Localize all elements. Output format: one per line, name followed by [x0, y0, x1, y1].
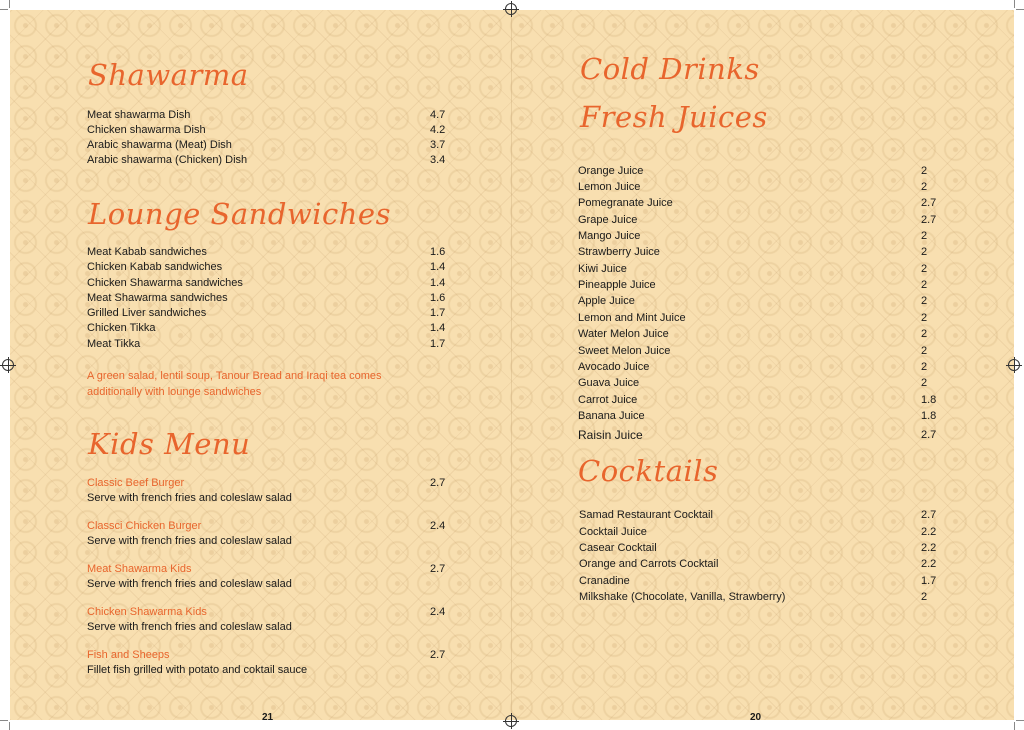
- item-name: Avocado Juice: [578, 361, 650, 373]
- item-name: Meat Shawarma Kids: [87, 563, 192, 575]
- item-price: 1.8: [921, 394, 937, 406]
- item-name: Strawberry Juice: [578, 246, 660, 258]
- item-name: Classic Beef Burger: [87, 477, 185, 489]
- item-name: Cranadine: [579, 575, 630, 587]
- item-name: Raisin Juice: [578, 428, 643, 442]
- crop-mark: [9, 0, 10, 8]
- lounge-note: A green salad, lentil soup, Tanour Bread and Iraqi tea comes additionally with lounge sandwiches: [87, 370, 382, 398]
- item-price: 2.2: [921, 542, 937, 554]
- kids-menu-heading: Kids Menu: [88, 427, 251, 461]
- item-name: Chicken Tikka: [87, 322, 156, 334]
- item-name: Orange and Carrots Cocktail: [579, 558, 719, 570]
- item-price: 1.4: [430, 261, 446, 273]
- item-price: 2.7: [430, 649, 446, 661]
- item-name: Pineapple Juice: [578, 279, 656, 291]
- item-price: 2.4: [430, 520, 446, 532]
- crop-mark: [9, 722, 10, 730]
- item-price: 2: [921, 345, 928, 357]
- crop-mark: [0, 720, 8, 721]
- item-name: Guava Juice: [578, 377, 640, 389]
- item-name: Mango Juice: [578, 230, 641, 242]
- item-name: Orange Juice: [578, 165, 644, 177]
- cold-drinks-heading: Cold Drinks: [580, 52, 760, 86]
- item-price: 2: [921, 246, 928, 258]
- item-name: Fish and Sheeps: [87, 649, 170, 661]
- item-name: Carrot Juice: [578, 394, 638, 406]
- item-price: 2: [921, 312, 928, 324]
- item-description: Serve with french fries and coleslaw salad: [87, 492, 292, 504]
- item-name: Cocktail Juice: [579, 526, 647, 538]
- registration-mark-icon: [2, 359, 14, 371]
- item-price: 3.4: [430, 154, 446, 166]
- item-name: Chicken Shawarma Kids: [87, 606, 207, 618]
- item-price: 2.7: [921, 509, 937, 521]
- crop-mark: [1014, 722, 1015, 730]
- item-name: Grilled Liver sandwiches: [87, 307, 207, 319]
- item-price: 2: [921, 230, 928, 242]
- item-description: Serve with french fries and coleslaw salad: [87, 578, 292, 590]
- page-number-right: 20: [750, 712, 762, 723]
- item-price: 1.7: [430, 338, 446, 350]
- item-name: Water Melon Juice: [578, 328, 669, 340]
- item-price: 1.6: [430, 292, 446, 304]
- item-price: 2.7: [430, 563, 446, 575]
- item-name: Kiwi Juice: [578, 263, 627, 275]
- item-description: Fillet fish grilled with potato and coktail sauce: [87, 664, 308, 676]
- item-price: 3.7: [430, 139, 446, 151]
- item-name: Meat Kabab sandwiches: [87, 246, 207, 258]
- item-price: 2: [921, 295, 928, 307]
- item-price: 1.4: [430, 322, 446, 334]
- fresh-juices-heading: Fresh Juices: [580, 100, 768, 134]
- item-name: Banana Juice: [578, 410, 645, 422]
- item-name: Arabic shawarma (Chicken) Dish: [87, 154, 248, 166]
- item-name: Milkshake (Chocolate, Vanilla, Strawberry): [579, 591, 786, 603]
- item-price: 1.7: [430, 307, 446, 319]
- item-price: 2: [921, 165, 928, 177]
- item-price: 2: [921, 377, 928, 389]
- cocktails-heading: Cocktails: [578, 454, 719, 488]
- item-price: 2: [921, 263, 928, 275]
- item-name: Classci Chicken Burger: [87, 520, 202, 532]
- item-price: 1.7: [921, 575, 937, 587]
- lounge-sandwiches-heading: Lounge Sandwiches: [88, 197, 391, 231]
- item-price: 4.2: [430, 124, 446, 136]
- item-name: Samad Restaurant Cocktail: [579, 509, 713, 521]
- item-name: Lemon Juice: [578, 181, 641, 193]
- crop-mark: [0, 9, 8, 10]
- item-name: Lemon and Mint Juice: [578, 312, 686, 324]
- crop-mark: [1014, 0, 1015, 8]
- item-description: Serve with french fries and coleslaw salad: [87, 621, 292, 633]
- item-name: Chicken shawarma Dish: [87, 124, 206, 136]
- item-price: 2.7: [921, 197, 937, 209]
- item-price: 2.7: [430, 477, 446, 489]
- item-description: Serve with french fries and coleslaw salad: [87, 535, 292, 547]
- item-name: Chicken Kabab sandwiches: [87, 261, 223, 273]
- item-price: 2: [921, 181, 928, 193]
- page-fold: [511, 10, 512, 720]
- item-price: 2.7: [921, 214, 937, 226]
- item-name: Grape Juice: [578, 214, 638, 226]
- item-price: 2: [921, 279, 928, 291]
- item-price: 2.7: [921, 429, 937, 441]
- item-price: 2.4: [430, 606, 446, 618]
- item-name: Arabic shawarma (Meat) Dish: [87, 139, 232, 151]
- item-name: Meat Shawarma sandwiches: [87, 292, 228, 304]
- item-price: 2.2: [921, 526, 937, 538]
- page-number-left: 21: [262, 712, 274, 723]
- item-price: 4.7: [430, 109, 446, 121]
- item-price: 2: [921, 328, 928, 340]
- crop-mark: [1016, 9, 1024, 10]
- item-price: 1.8: [921, 410, 937, 422]
- item-name: Meat Tikka: [87, 338, 141, 350]
- item-price: 2: [921, 591, 928, 603]
- item-name: Meat shawarma Dish: [87, 109, 191, 121]
- item-name: Apple Juice: [578, 295, 635, 307]
- shawarma-heading: Shawarma: [88, 58, 249, 92]
- registration-mark-icon: [1008, 359, 1020, 371]
- crop-mark: [1016, 720, 1024, 721]
- registration-mark-icon: [505, 715, 517, 727]
- item-name: Chicken Shawarma sandwiches: [87, 277, 243, 289]
- item-price: 1.6: [430, 246, 446, 258]
- item-price: 2.2: [921, 558, 937, 570]
- item-price: 2: [921, 361, 928, 373]
- item-price: 1.4: [430, 277, 446, 289]
- item-name: Pomegranate Juice: [578, 197, 673, 209]
- registration-mark-icon: [505, 3, 517, 15]
- item-name: Casear Cocktail: [579, 542, 657, 554]
- item-name: Sweet Melon Juice: [578, 345, 671, 357]
